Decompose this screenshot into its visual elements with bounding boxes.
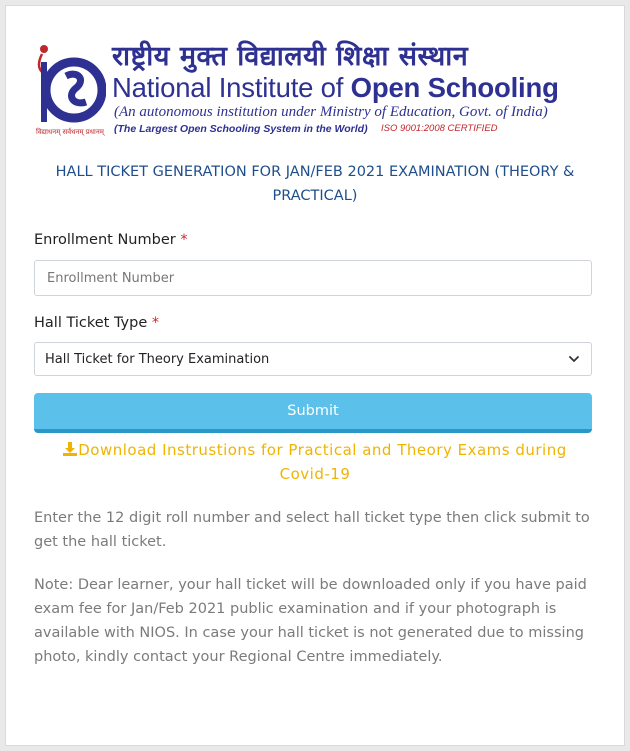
hall-ticket-type-select[interactable]	[34, 342, 592, 376]
enrollment-label	[34, 232, 188, 248]
download-icon	[63, 442, 77, 456]
download-link-text: Download Instrustions for Practical and Theory Exams during Covid-19	[78, 441, 567, 483]
ticket-type-label-text: Hall Ticket Type	[34, 315, 148, 331]
instruction-text: Enter the 12 digit roll number and select hall ticket type then click submit to get the hall ticket.	[34, 510, 590, 550]
emblem-motto: विद्याधनम् सर्वधनम् प्रधानम्	[36, 128, 104, 136]
logo-autonomous-text: (An autonomous institution under Ministry of Education, Govt. of India)	[114, 104, 548, 120]
download-instructions-link[interactable]	[40, 438, 590, 486]
logo-tagline: (The Largest Open Schooling System in the World)	[114, 123, 368, 135]
required-mark: *	[151, 315, 160, 331]
page-title: HALL TICKET GENERATION FOR JAN/FEB 2021 EXAMINATION (THEORY & PRACTICAL)	[55, 164, 575, 204]
logo-english-title	[112, 72, 559, 104]
logo-name-bold: Open Schooling	[350, 72, 559, 103]
iso-certified-text: ISO 9001:2008 CERTIFIED	[381, 123, 498, 134]
note-text: Note: Dear learner, your hall ticket will be downloaded only if you have paid exam fee for Jan/Feb 2021 public examination and if your photograph is available with NIOS. In case your hall ticket is not generated due to missing photo, kindly contact your Regional Centre immediately.	[34, 577, 587, 665]
logo-hindi-title: राष्ट्रीय मुक्त विद्यालयी शिक्षा संस्थान	[112, 41, 469, 72]
submit-button[interactable]: Submit	[34, 393, 592, 433]
enrollment-number-input[interactable]	[34, 260, 592, 296]
required-mark: *	[180, 232, 188, 248]
nios-emblem-icon	[36, 40, 106, 126]
nios-logo	[36, 36, 581, 140]
select-selected-value: Hall Ticket for Theory Examination	[45, 351, 270, 367]
chevron-down-icon	[567, 352, 581, 366]
logo-name-regular: National Institute of	[112, 72, 351, 103]
enrollment-label-text: Enrollment Number	[34, 232, 176, 248]
ticket-type-label	[34, 315, 159, 331]
